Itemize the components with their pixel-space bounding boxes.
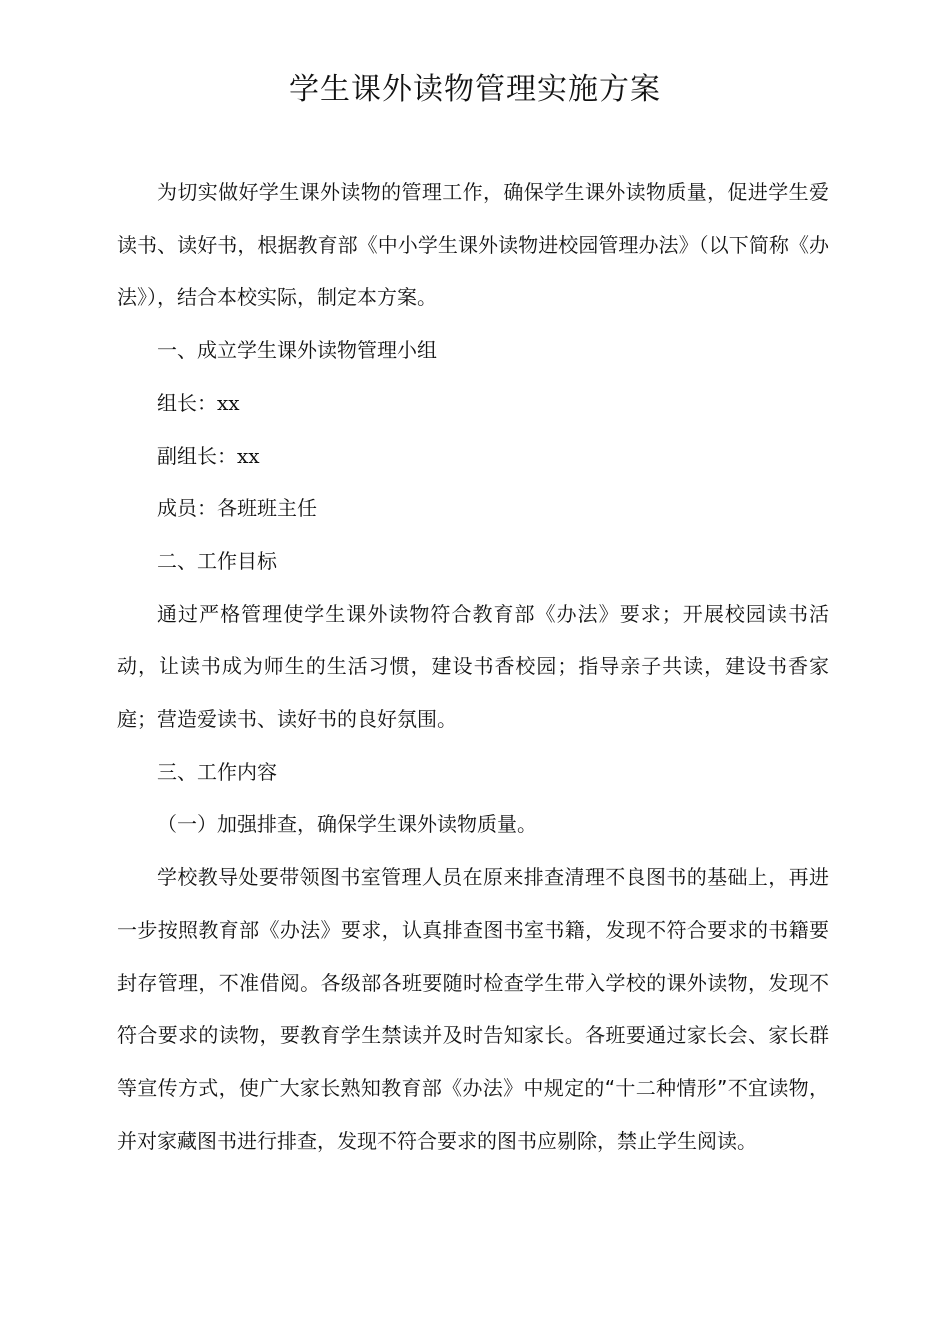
members-line: 成员：各班班主任 [157,496,317,521]
section1-heading: 一、成立学生课外读物管理小组 [157,338,437,363]
leader-label: 组长： [157,390,217,415]
leader-line [117,377,829,430]
document-title: 学生课外读物管理实施方案 [289,72,661,107]
subsection1-paragraph: 学校教导处要带领图书室管理人员在原来排查清理不良图书的基础上，再进一步按照教育部《办法》要求，认真排查图书室书籍，发现不符合要求的书籍要封存管理，不准借阅。各级部各班要随时检查学生带入学校的课外读物，发现不符合要求的读物，要教育学生禁读并及时告知家长。各班要通过家长会、家长群等宣传方式，使广大家长熟知教育部《办法》中规定的“十二种情形”不宜读物，并对家藏图书进行排查，发现不符合要求的图书应剔除，禁止学生阅读。 [117,865,829,1153]
section2-heading: 二、工作目标 [157,548,277,573]
subsection1-heading: （一）加强排查，确保学生课外读物质量。 [157,812,537,837]
section3-heading: 三、工作内容 [157,759,277,784]
deputy-leader-label: 副组长： [157,443,237,468]
section2-paragraph: 通过严格管理使学生课外读物符合教育部《办法》要求；开展校园读书活动，让读书成为师生的生活习惯，建设书香校园；指导亲子共读，建设书香家庭；营造爱读书、读好书的良好氛围。 [117,601,829,732]
leader-name: xx [217,390,240,415]
intro-paragraph: 为切实做好学生课外读物的管理工作，确保学生课外读物质量，促进学生爱读书、读好书，根据教育部《中小学生课外读物进校园管理办法》（以下简称《办法》），结合本校实际，制定本方案。 [117,180,829,310]
deputy-leader-name: xx [237,443,260,468]
document-body [117,166,829,1167]
deputy-leader-line [117,430,829,483]
